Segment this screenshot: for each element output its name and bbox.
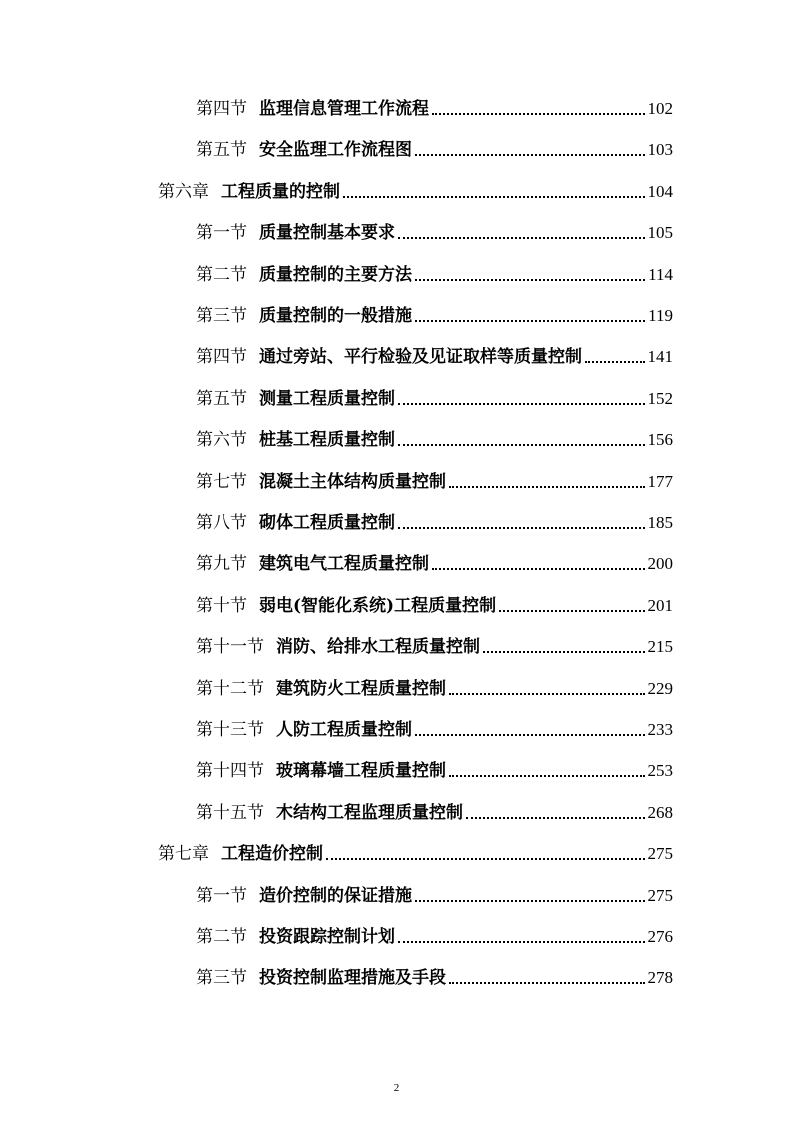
- dot-leader: [415, 734, 645, 736]
- dot-leader: [398, 444, 645, 446]
- toc-entry[interactable]: [196, 593, 673, 617]
- toc-entry[interactable]: [196, 800, 673, 824]
- toc-entry[interactable]: [196, 510, 673, 534]
- toc-entry-page: 103: [647, 140, 673, 160]
- toc-entry-title: 消防、给排水工程质量控制: [276, 637, 480, 658]
- toc-entry[interactable]: [196, 469, 673, 493]
- toc-entry-page: 253: [647, 761, 673, 781]
- toc-entry-number: 第六节: [196, 430, 247, 451]
- dot-leader: [398, 237, 645, 239]
- toc-entry-title: 玻璃幕墙工程质量控制: [276, 761, 446, 782]
- toc-entry[interactable]: [158, 841, 673, 865]
- dot-leader: [415, 320, 645, 322]
- toc-entry-number: 第十二节: [196, 678, 264, 699]
- toc-entry-title: 质量控制基本要求: [259, 223, 395, 244]
- dot-leader: [415, 900, 645, 902]
- toc-entry-number: 第三节: [196, 306, 247, 326]
- toc-entry-page: 152: [647, 388, 673, 408]
- toc-entry-title: 桩基工程质量控制: [259, 430, 395, 451]
- dot-leader: [415, 279, 645, 281]
- dot-leader: [449, 982, 645, 984]
- toc-entry-number: 第十一节: [196, 637, 264, 658]
- dot-leader: [449, 486, 645, 488]
- toc-entry-page: 141: [647, 347, 673, 367]
- toc-entry[interactable]: [196, 386, 673, 410]
- toc-entry-page: 177: [647, 471, 673, 491]
- toc-entry-number: 第六章: [158, 181, 209, 202]
- toc-entry-number: 第五节: [196, 388, 247, 409]
- toc-entry[interactable]: [196, 96, 673, 120]
- toc-entry-title: 投资跟踪控制计划: [259, 927, 395, 947]
- toc-entry-title: 工程质量的控制: [221, 181, 340, 202]
- toc-entry-title: 人防工程质量控制: [276, 720, 412, 740]
- toc-entry[interactable]: [196, 427, 673, 451]
- toc-entry-page: 185: [647, 513, 673, 532]
- toc-entry-number: 第一节: [196, 885, 247, 906]
- toc-entry[interactable]: [196, 883, 673, 907]
- toc-entry-page: 215: [647, 637, 673, 657]
- toc-entry-title: 建筑防火工程质量控制: [276, 678, 446, 699]
- page-number: 2: [393, 1082, 400, 1094]
- toc-entry-title: 监理信息管理工作流程: [259, 99, 429, 119]
- dot-leader: [326, 858, 645, 860]
- toc-entry[interactable]: [196, 262, 673, 286]
- toc-entry-number: 第十四节: [196, 761, 264, 782]
- toc-entry-number: 第七章: [158, 844, 209, 865]
- dot-leader: [415, 154, 645, 156]
- dot-leader: [398, 527, 645, 529]
- toc-entry-title: 工程造价控制: [221, 844, 323, 865]
- toc-entry-number: 第三节: [196, 968, 247, 989]
- toc-entry-page: 233: [647, 720, 673, 739]
- toc-entry-page: 229: [647, 678, 673, 698]
- toc-entry[interactable]: [196, 220, 673, 244]
- toc-entry-page: 102: [647, 99, 673, 118]
- toc-entry-page: 275: [647, 844, 673, 864]
- toc-entry[interactable]: [196, 717, 673, 741]
- toc-entry-page: 114: [648, 264, 673, 284]
- toc-entry[interactable]: [196, 551, 673, 575]
- dot-leader: [499, 610, 644, 612]
- toc-entry-title: 测量工程质量控制: [259, 388, 395, 409]
- toc-entry-page: 104: [647, 181, 673, 201]
- toc-entry[interactable]: [196, 634, 673, 658]
- toc-entry-title: 建筑电气工程质量控制: [259, 554, 429, 575]
- toc-entry-number: 第二节: [196, 927, 247, 947]
- dot-leader: [449, 775, 645, 777]
- toc-entry-title: 质量控制的主要方法: [259, 264, 412, 285]
- toc-entry[interactable]: [158, 179, 673, 203]
- dot-leader: [466, 817, 645, 819]
- toc-entry[interactable]: [196, 965, 673, 989]
- toc-entry-title: 造价控制的保证措施: [259, 885, 412, 906]
- toc-entry-title: 通过旁站、平行检验及见证取样等质量控制: [259, 347, 582, 368]
- toc-entry[interactable]: [196, 137, 673, 161]
- toc-entry[interactable]: [196, 303, 673, 327]
- toc-entry-number: 第十节: [196, 595, 247, 616]
- toc-entry-number: 第十五节: [196, 802, 264, 823]
- dot-leader: [585, 361, 645, 363]
- toc-entry-title: 木结构工程监理质量控制: [276, 802, 463, 823]
- toc-entry[interactable]: [196, 344, 673, 368]
- dot-leader: [449, 693, 645, 695]
- toc-entry-number: 第二节: [196, 264, 247, 285]
- toc-entry-title: 砌体工程质量控制: [259, 513, 395, 533]
- dot-leader: [398, 941, 645, 943]
- toc-entry-page: 200: [647, 554, 673, 574]
- toc-entry-number: 第十三节: [196, 720, 264, 740]
- toc-entry-title: 混凝土主体结构质量控制: [259, 471, 446, 492]
- toc-entry-page: 276: [647, 927, 673, 946]
- toc-entry[interactable]: [196, 924, 673, 948]
- toc-entry-page: 201: [647, 595, 673, 615]
- toc-entry-title: 质量控制的一般措施: [259, 306, 412, 326]
- toc-entry-number: 第四节: [196, 99, 247, 119]
- dot-leader: [343, 196, 645, 198]
- toc-entry-number: 第九节: [196, 554, 247, 575]
- toc-entry-page: 156: [647, 430, 673, 450]
- toc-entry-number: 第七节: [196, 471, 247, 492]
- toc-entry-page: 275: [647, 885, 673, 905]
- toc-entry-number: 第四节: [196, 347, 247, 368]
- toc-entry-title: 安全监理工作流程图: [259, 140, 412, 161]
- toc-entry-number: 第八节: [196, 513, 247, 533]
- toc-entry-title: 投资控制监理措施及手段: [259, 968, 446, 989]
- toc-entry[interactable]: [196, 676, 673, 700]
- dot-leader: [432, 113, 645, 115]
- toc-entry-title: 弱电(智能化系统)工程质量控制: [259, 595, 497, 616]
- toc-entry-number: 第五节: [196, 140, 247, 161]
- dot-leader: [432, 568, 645, 570]
- toc-entry-page: 105: [647, 223, 673, 243]
- toc-entry-page: 278: [647, 968, 673, 988]
- dot-leader: [483, 651, 645, 653]
- toc-entry-number: 第一节: [196, 223, 247, 244]
- toc-entry-page: 119: [648, 306, 673, 325]
- toc-entry[interactable]: [196, 758, 673, 782]
- dot-leader: [398, 403, 645, 405]
- toc-entry-page: 268: [647, 802, 673, 822]
